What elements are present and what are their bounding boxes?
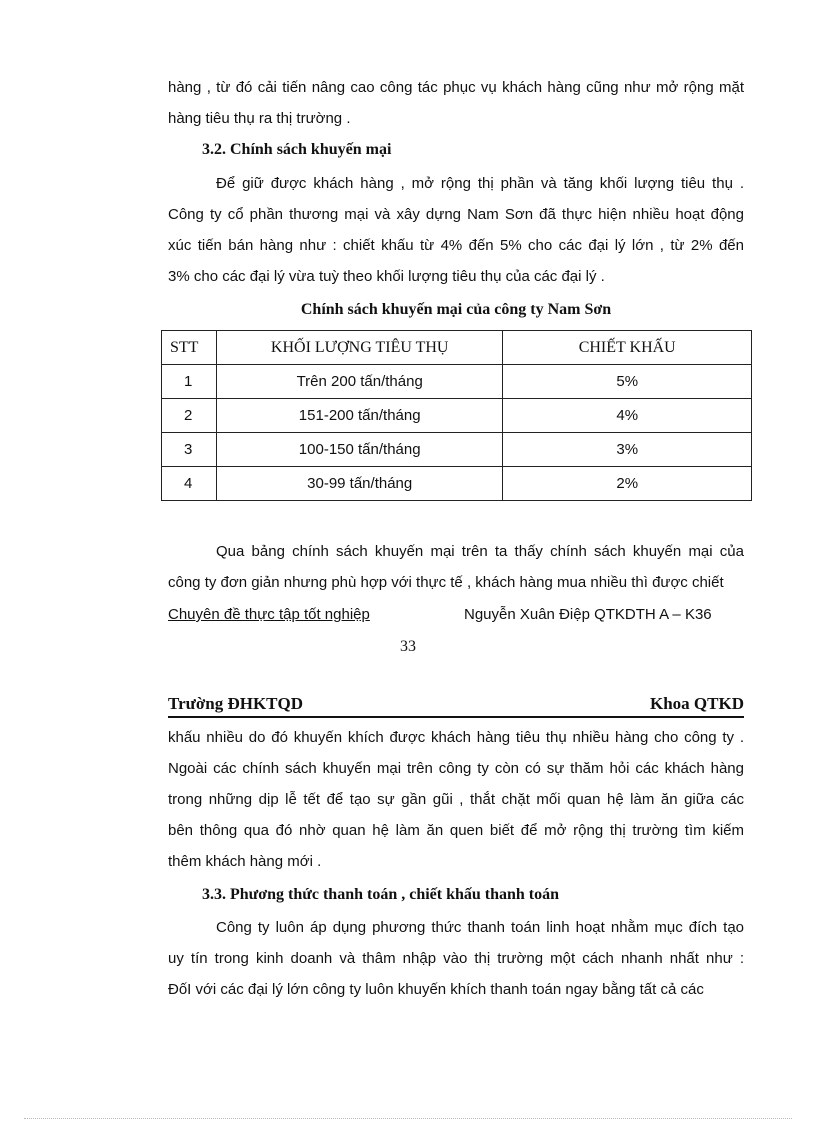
cell-volume: Trên 200 tấn/tháng — [216, 365, 502, 399]
column-header-discount: CHIẾT KHẤU — [503, 331, 752, 365]
paragraph-payment — [168, 912, 744, 1005]
cell-discount: 2% — [503, 467, 752, 501]
page-edge-divider — [24, 1118, 792, 1119]
promotion-table — [161, 330, 752, 501]
table-row — [162, 399, 752, 433]
cell-discount: 3% — [503, 433, 752, 467]
cell-stt: 2 — [162, 399, 217, 433]
cell-volume: 151-200 tấn/tháng — [216, 399, 502, 433]
text-line: công ty đơn giản nhưng phù hợp với thực tế , khách hàng mua nhiều thì được chiết — [168, 574, 724, 591]
text-line: trong những dịp lễ tết để tạo sự gần gũi , thắt chặt mối quan hệ làm ăn giữa các — [168, 791, 744, 808]
paragraph-table-analysis — [168, 536, 744, 598]
paragraph-promotion — [168, 168, 744, 292]
text-line: hàng tiêu thụ ra thị trường . — [168, 110, 351, 127]
footer-author: Nguyễn Xuân Điệp QTKDTH A – K36 — [464, 606, 712, 623]
column-header-stt: STT — [162, 331, 217, 365]
text-line: Ngoài các chính sách khuyến mại trên công ty còn có sự thăm hỏi các khách hàng — [168, 760, 744, 777]
text-line: xúc tiến bán hàng như : chiết khấu từ 4% đến 5% cho các đại lý lớn , từ 2% đến — [168, 237, 744, 254]
text-line: thêm khách hàng mới . — [168, 853, 322, 870]
text-line: hàng , từ đó cải tiến nâng cao công tác phục vụ khách hàng cũng như mở rộng mặt — [168, 79, 744, 96]
header-school: Trường ĐHKTQD — [168, 694, 304, 713]
page-footer — [168, 606, 740, 623]
table-row — [162, 433, 752, 467]
footer-title: Chuyên đề thực tập tốt nghiệp — [168, 606, 370, 623]
cell-discount: 5% — [503, 365, 752, 399]
cell-stt: 3 — [162, 433, 217, 467]
column-header-volume: KHỐI LƯỢNG TIÊU THỤ — [216, 331, 502, 365]
paragraph-intro — [168, 72, 744, 134]
cell-volume: 30-99 tấn/tháng — [216, 467, 502, 501]
cell-volume: 100-150 tấn/tháng — [216, 433, 502, 467]
section-heading-3-3: 3.3. Phương thức thanh toán , chiết khấu thanh toán — [202, 886, 560, 903]
text-line: uy tín trong kinh doanh và thâm nhập vào thị trường một cách nhanh nhất như : — [168, 950, 744, 967]
table-header-row — [162, 331, 752, 365]
text-line: Để giữ được khách hàng , mở rộng thị phần và tăng khối lượng tiêu thụ . — [216, 175, 744, 192]
table-row — [162, 467, 752, 501]
header-faculty: Khoa QTKD — [650, 694, 744, 713]
cell-stt: 4 — [162, 467, 217, 501]
cell-stt: 1 — [162, 365, 217, 399]
table-title: Chính sách khuyến mại của công ty Nam Sơn — [300, 301, 612, 318]
text-line: 3% cho các đại lý vừa tuỳ theo khối lượng tiêu thụ của các đại lý . — [168, 268, 605, 285]
cell-discount: 4% — [503, 399, 752, 433]
text-line: Công ty luôn áp dụng phương thức thanh toán linh hoạt nhằm mục đích tạo — [216, 919, 744, 936]
text-line: bên thông qua đó nhờ quan hệ làm ăn quen biết để mở rộng thị trường tìm kiếm — [168, 822, 744, 839]
paragraph-customer-relations — [168, 722, 744, 877]
table-row — [162, 365, 752, 399]
text-line: Công ty cổ phần thương mại và xây dựng Nam Sơn đã thực hiện nhiều hoạt động — [168, 206, 744, 223]
page-header — [168, 694, 744, 718]
text-line: Qua bảng chính sách khuyến mại trên ta thấy chính sách khuyến mại của — [216, 543, 744, 560]
text-line: ĐốI với các đại lý lớn công ty luôn khuyến khích thanh toán ngay bằng tất cả các — [168, 981, 704, 998]
text-line: khấu nhiều do đó khuyến khích được khách hàng tiêu thụ nhiều hàng cho công ty . — [168, 729, 744, 746]
page-number: 33 — [400, 638, 416, 655]
section-heading-3-2: 3.2. Chính sách khuyến mại — [202, 141, 392, 158]
